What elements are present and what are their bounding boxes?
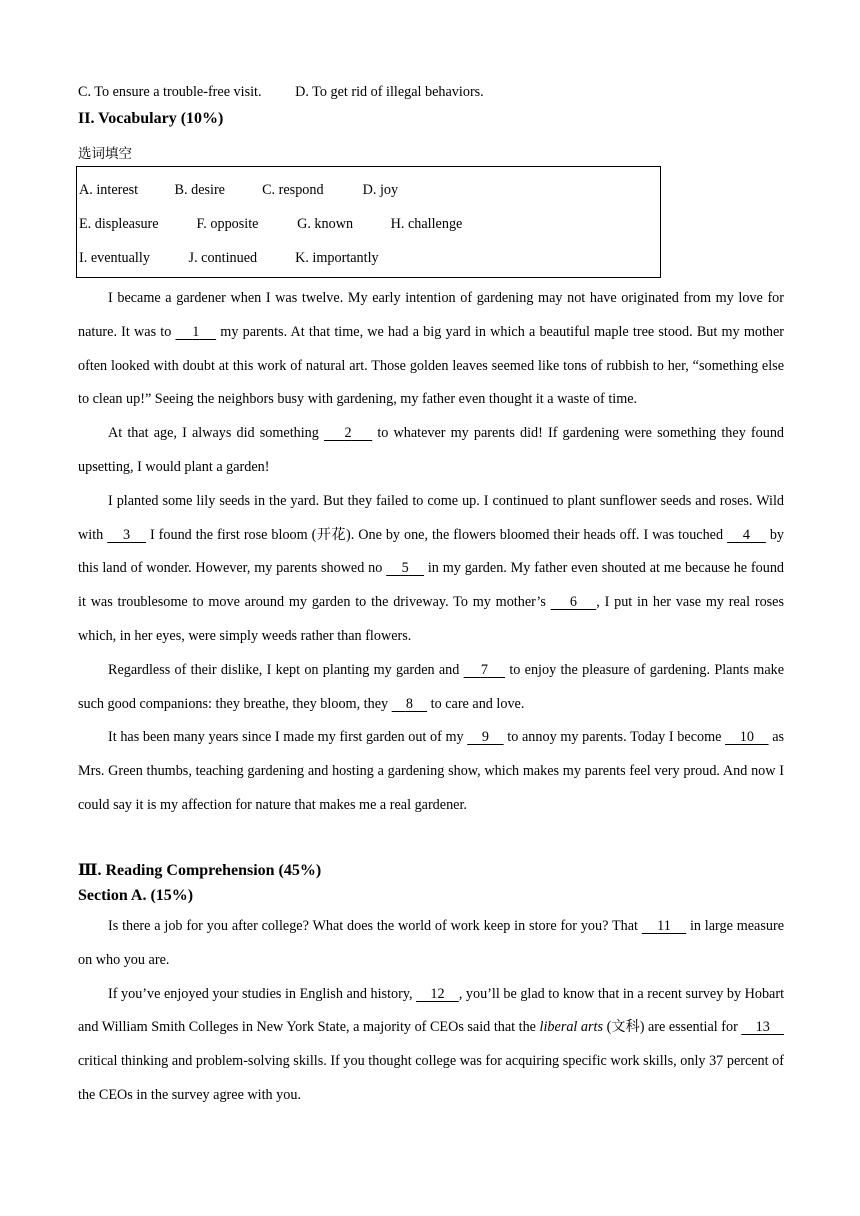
word-i: I. eventually	[79, 250, 150, 266]
reading-paragraph-1: Is there a job for you after college? What does the world of work keep in store for you? That 11 in large measure on who you are.	[78, 918, 784, 968]
word-k: K. importantly	[295, 250, 379, 266]
blank-6[interactable]: 6	[569, 594, 577, 611]
blank-1[interactable]: 1	[192, 323, 200, 340]
word-f: F. opposite	[196, 216, 259, 232]
word-d: D. joy	[362, 182, 399, 198]
passage-paragraph-3: I planted some lily seeds in the yard. But they failed to come up. I continued to plant sunflower seeds and roses. Wild with 3 I found the first rose bloom (开花). One by one, the flowers bloomed their heads off. I was touched 4 by this land of wonder. However, my parents showed no 5 in my garden. My father even shouted at me because he found it was troublesome to move around my garden to the driveway. To my mother’s 6 , I put in her vase my real roses which, in her eyes, were simply weeds rather than flowers.	[78, 492, 785, 644]
word-row-2	[79, 216, 462, 233]
blank-3[interactable]: 3	[123, 526, 131, 543]
word-c: C. respond	[262, 182, 324, 198]
word-a: A. interest	[79, 182, 139, 198]
blank-2[interactable]: 2	[344, 425, 352, 442]
blank-9[interactable]: 9	[481, 729, 489, 746]
word-b: B. desire	[174, 182, 225, 198]
word-h: H. challenge	[390, 216, 463, 232]
passage-paragraph-2: At that age, I always did something 2 to whatever my parents did! If gardening were something they found upsetting, I would plant a garden!	[78, 425, 785, 475]
passage-paragraph-4: Regardless of their dislike, I kept on planting my garden and 7 to enjoy the pleasure of gardening. Plants make such good companions: they breathe, they bloom, they 8 to care and love.	[78, 661, 785, 712]
passage-paragraph-1: I became a gardener when I was twelve. My early intention of gardening may not have originated from my love for nature. It was to 1 my parents. At that time, we had a big yard in which a beautiful maple tree stood. But my mother often looked with doubt at this work of natural art. Those golden leaves seemed like tons of rubbish to her, “something else to clean up!” Seeing the neighbors busy with gardening, my father even thought it a waste of time.	[78, 290, 785, 408]
blank-5[interactable]: 5	[401, 560, 409, 577]
reading-heading: Ⅲ. Reading Comprehension (45%)	[78, 862, 322, 879]
option-c: C. To ensure a trouble-free visit.	[78, 84, 262, 100]
blank-13[interactable]: 13	[755, 1019, 770, 1036]
gardening-passage	[78, 282, 784, 823]
blank-8[interactable]: 8	[405, 695, 413, 712]
reading-paragraph-2: If you’ve enjoyed your studies in English and history, 12 , you’ll be glad to know that in a recent survey by Hobart and William Smith Colleges in New York State, a majority of CEOs said that the liberal arts (文科) are essential for 13 critical thinking and problem-solving skills. If you thought college was for acquiring specific work skills, only 37 percent of the CEOs in the survey agree with you.	[78, 985, 785, 1103]
vocab-instruction: 选词填空	[78, 146, 132, 162]
option-d: D. To get rid of illegal behaviors.	[295, 84, 484, 100]
blank-10[interactable]: 10	[739, 729, 754, 746]
blank-4[interactable]: 4	[742, 526, 750, 543]
word-e: E. displeasure	[79, 216, 159, 232]
word-row-3	[79, 250, 379, 267]
option-line	[78, 84, 484, 101]
word-j: J. continued	[188, 250, 258, 266]
reading-passage	[78, 910, 784, 1113]
blank-7[interactable]: 7	[480, 661, 488, 678]
word-g: G. known	[297, 216, 354, 232]
section-a-heading: Section A. (15%)	[78, 887, 194, 904]
blank-12[interactable]: 12	[430, 985, 445, 1002]
passage-paragraph-5: It has been many years since I made my first garden out of my 9 to annoy my parents. Today I become 10 as Mrs. Green thumbs, teaching gardening and hosting a gardening show, which makes my parents feel very proud. And now I could say it is my affection for nature that makes me a real gardener.	[78, 729, 785, 813]
blank-11[interactable]: 11	[657, 918, 671, 934]
vocab-heading: II. Vocabulary (10%)	[78, 110, 224, 127]
word-bank-box	[76, 166, 661, 278]
word-row-1	[79, 182, 398, 199]
